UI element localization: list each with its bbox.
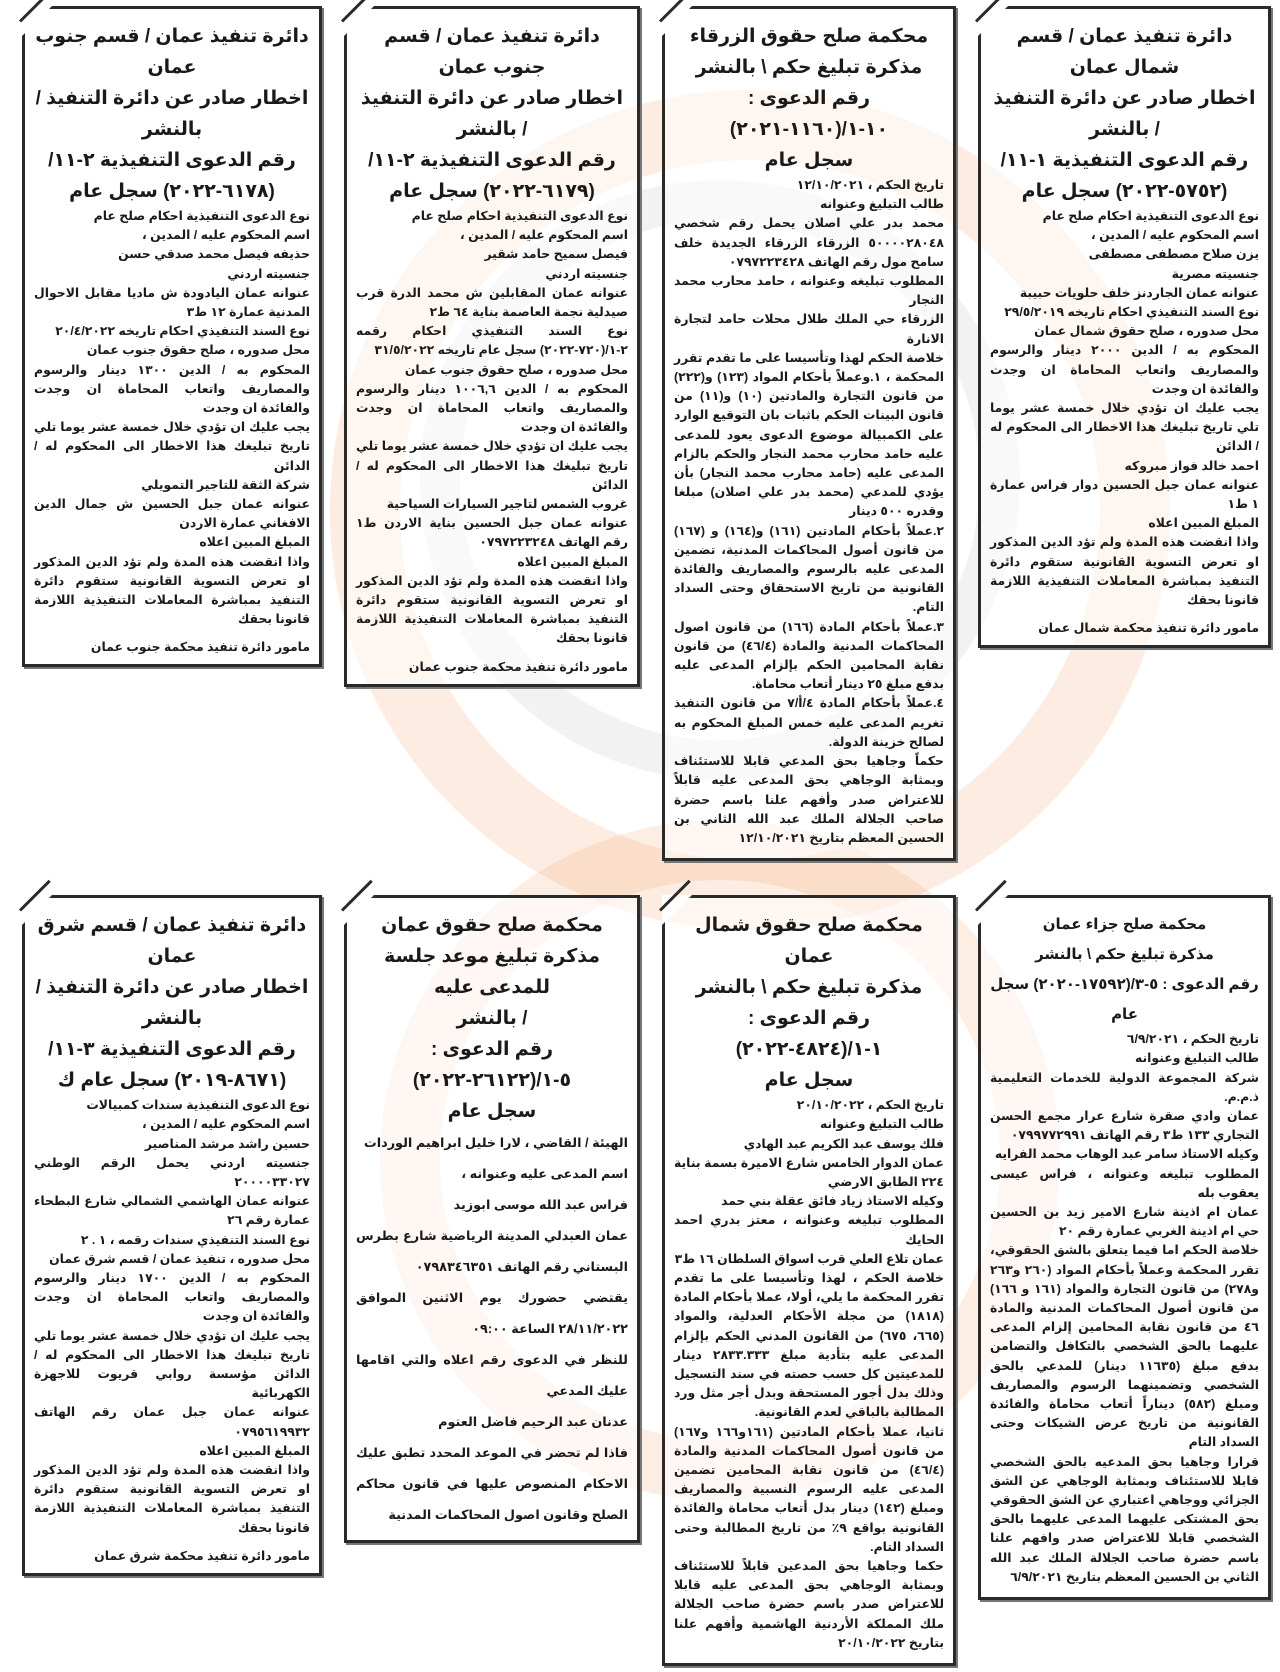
body-paragraph: تاريخ الحكم ، ٦/٩/٢٠٢١ <box>1126 1032 1259 1047</box>
heading-line: رقم الدعوى التنفيذية ٢-١١/ <box>368 150 616 171</box>
body-paragraph: اسم المحكوم عليه / المدين ، <box>460 228 628 243</box>
body-paragraph: المبلغ المبين اعلاه <box>517 554 628 569</box>
body-paragraph: احمد خالد فواز مبروكه <box>1124 458 1259 473</box>
heading-line: اخطار صادر عن دائرة التنفيذ / بالنشر <box>993 88 1256 140</box>
body-paragraph: واذا انقضت هذه المدة ولم تؤد الدين المذكور او تعرض التسوية القانونية ستقوم دائرة التنفيذ بمباشرة المعاملات التنفيذية اللازمة قانونا بحقك <box>34 1462 310 1535</box>
body-paragraph: خلاصة الحكم ، لهذا وتأسيسا على ما تقدم تقرر المحكمة ما يلي، أولا، عملا بأحكام المادة (١٨١٨) من مجلة الأحكام العدلية، والمواد (٦٦٥، ٦٧٥) من القانون المدني الحكم بإلزام المدعى عليه بتأدية مبلغ ٢٨٣٣.٣٣٣ دينار للمدعيتين كل حسب حصته في سند التسجيل وذلك بدل أجور المستحقة وبدل أجر مثل ورد المطالبة بالباقي لعدم القانونية. <box>674 1270 944 1420</box>
body-paragraph: نوع السند التنفيذي سندات رقمه ، ١ . ٢ <box>80 1232 310 1247</box>
body-paragraph: عمان الدوار الخامس شارع الاميرة بسمة بناية ٢٢٤ الطابق الارضي <box>674 1155 944 1189</box>
heading-line: (٦١٧٨-٢٠٢٢) سجل عام <box>69 181 275 202</box>
heading-line: دائرة تنفيذ عمان / قسم شرق عمان <box>37 915 307 968</box>
heading-line: محكمة صلح جزاء عمان <box>1042 916 1207 934</box>
body-paragraph: عمان تلاع العلي قرب اسواق السلطان ١٦ ط٣ <box>674 1251 944 1266</box>
body-paragraph: واذا انقضت هذه المدة ولم تؤد الدين المذكور او تعرض التسوية القانونية ستقوم دائرة التنفيذ بمباشرة المعاملات التنفيذية اللازمة قانونا بحقك <box>990 535 1259 608</box>
body-paragraph: نوع الدعوى التنفيذية احكام صلح عام <box>93 209 310 223</box>
body-paragraph: يقتضي حضورك يوم الاثنين الموافق ٢٨/١١/٢٠٢٢ الساعة ٠٩:٠٠ <box>356 1290 628 1337</box>
body-paragraph: طالب التبليغ وعنوانه <box>820 1117 944 1132</box>
heading-line: دائرة تنفيذ عمان / قسم جنوب عمان <box>35 26 309 78</box>
notice-heading <box>990 910 1259 1030</box>
body-paragraph: واذا انقضت هذه المدة ولم تؤد الدين المذكور او تعرض التسوية القانونية ستقوم دائرة التنفيذ بمباشرة المعاملات التنفيذية اللازمة قانونا بحقك <box>356 573 628 646</box>
body-paragraph: حذيفه فيصل محمد صدقي حسن <box>118 247 310 262</box>
body-paragraph: اسم المحكوم عليه / المدين ، <box>142 1117 310 1132</box>
heading-line: دائرة تنفيذ عمان / قسم جنوب عمان <box>384 26 600 78</box>
notice-body <box>674 176 944 848</box>
notice-body <box>356 207 628 649</box>
heading-line: / بالنشر <box>456 1008 528 1030</box>
body-paragraph: شركة الثقة للتاجير التمويلي <box>141 477 310 492</box>
notice-heading <box>34 21 310 207</box>
notice-zarqa-court-judgment <box>662 6 956 861</box>
body-paragraph: محل صدوره ، تنفيذ عمان / قسم شرق عمان <box>49 1251 310 1266</box>
body-paragraph: حكماً وجاهيا بحق المدعي قابلا للاستئناف وبمثابة الوجاهي بحق المدعى عليه قابلاً للاعتراض صدر وأفهم علنا باسم حضرة صاحب الجلالة الملك عبد الله الثاني بن الحسين المعظم بتاريخ ١٢/١٠/٢٠٢١ <box>674 754 944 845</box>
body-paragraph: عدنان عبد الرحيم فاضل العتوم <box>438 1414 628 1430</box>
body-paragraph: طالب التبليغ وعنوانه <box>1135 1051 1259 1066</box>
notice-heading <box>674 21 944 176</box>
heading-line: رقم الدعوى التنفيذية ٣-١١/ <box>48 1039 296 1061</box>
heading-line: رقم الدعوى التنفيذية ٢-١١/ <box>48 150 296 171</box>
body-paragraph: اسم المحكوم عليه / المدين ، <box>142 228 310 243</box>
body-paragraph: فاذا لم تحضر في الموعد المحدد تطبق عليك الاحكام المنصوص عليها في قانون محاكم الصلح وقانون اصول المحاكمات المدنية <box>356 1445 628 1523</box>
notice-south-amman-execution-6178 <box>22 6 322 667</box>
body-paragraph: نوع الدعوى التنفيذية سندات كمبيالات <box>86 1098 310 1113</box>
body-paragraph: للنظر في الدعوى رقم اعلاه والتي اقامها عليك المدعي <box>356 1352 628 1399</box>
body-paragraph: المحكوم به / الدين ١٣٠٠ دينار والرسوم والمصاريف واتعاب المحاماة ان وجدت والفائدة ان وجدت <box>34 362 310 416</box>
body-paragraph: محل صدوره ، صلح حقوق شمال عمان <box>1034 324 1259 339</box>
body-paragraph: يجب عليك ان تؤدي خلال خمسة عشر يوما تلي تاريخ تبليغك هذا الاخطار الى المحكوم له / الدائن <box>34 420 310 473</box>
heading-line: مذكرة تبليغ حكم \ بالنشر <box>695 57 923 78</box>
body-paragraph: عمان العبدلي المدينة الرياضية شارع بطرس البستاني رقم الهاتف ٠٧٩٨٣٤٦٣٥١ <box>356 1228 628 1275</box>
body-paragraph: عنوانه عمان اليادودة ش ماديا مقابل الاحوال المدنية عمارة ١٢ ط٣ <box>34 285 310 320</box>
body-paragraph: محل صدوره ، صلح حقوق جنوب عمان <box>404 362 628 377</box>
body-paragraph: فيصل سميح حامد شقير <box>484 247 628 262</box>
heading-line: سجل عام <box>447 1101 537 1123</box>
notice-signature: مامور دائرة تنفيذ محكمة شمال عمان <box>1038 621 1259 636</box>
body-paragraph: الهيئة / القاضي ، لارا خليل ابراهيم الوردات <box>363 1135 628 1151</box>
body-paragraph: غروب الشمس لتاجير السيارات السياحية <box>386 497 628 512</box>
notice-signature: مامور دائرة تنفيذ محكمة شرق عمان <box>94 1548 310 1563</box>
notice-amman-criminal-court-judgment <box>978 895 1271 1600</box>
body-paragraph: وكيله الاستاذ سامر عبد الوهاب محمد الفرايه <box>994 1147 1259 1162</box>
notice-amman-court-hearing <box>344 895 640 1543</box>
heading-line: مذكرة تبليغ حكم \ بالنشر <box>1035 946 1214 964</box>
body-paragraph: محل صدوره ، صلح حقوق جنوب عمان <box>86 343 310 358</box>
heading-line: مذكرة تبليغ حكم \ بالنشر <box>695 977 923 999</box>
notice-south-amman-execution-6179 <box>344 6 640 687</box>
body-paragraph: اسم المحكوم عليه / المدين ، <box>1091 228 1259 243</box>
body-paragraph: محمد بدر علي اصلان يحمل رقم شخصي ٥٠٠٠٠٢٨٠٤٨ الزرقاء الزرقاء الجديدة خلف سامح مول رقم الهاتف ٠٧٩٧٢٢٣٤٢٨ <box>674 216 944 269</box>
body-paragraph: ٤.عملاً بأحكام المادة ٤/أ/٧ من قانون التنفيذ تغريم المدعى عليه خمس المبلغ المحكوم به لصالح خزينة الدولة. <box>674 696 944 749</box>
body-paragraph: عمان ام اذينة شارع الامير زيد بن الحسين حي ام اذينة الغربي عمارة رقم ٢٠ <box>990 1204 1259 1239</box>
body-paragraph: جنسيته اردني <box>545 266 628 281</box>
heading-line: اخطار صادر عن دائرة التنفيذ / بالنشر <box>360 88 624 140</box>
heading-line: مذكرة تبليغ موعد جلسة للمدعى عليه <box>384 946 600 999</box>
body-paragraph: عنوانه عمان الجاردنز خلف حلويات حبيبة <box>1019 285 1259 300</box>
body-paragraph: نوع السند التنفيذي احكام تاريخه ٢٠/٤/٢٠٢٢ <box>55 324 310 339</box>
body-paragraph: عنوانه عمان جبل الحسين ش جمال الدين الافغاني عمارة الاردن <box>34 497 310 531</box>
heading-line: سجل عام <box>764 1070 854 1092</box>
body-paragraph: نوع الدعوى التنفيذية احكام صلح عام <box>411 209 628 223</box>
notice-north-amman-court-judgment <box>662 895 956 1666</box>
notice-heading <box>674 910 944 1096</box>
body-paragraph: حكما وجاهيا بحق المدعين قابلاً للاستئناف وبمثابة الوجاهي بحق المدعى عليه قابلا للاعتراض صدر باسم حضرة صاحب الجلالة ملك المملكة الأردنية الهاشمية وأفهم علنا بتاريخ ٢٠/١٠/٢٠٢٢ <box>674 1558 944 1650</box>
body-paragraph: جنسيته اردني <box>227 266 310 281</box>
body-paragraph: حسين راشد مرشد المناصير <box>144 1136 310 1151</box>
heading-line: رقم الدعوى : ١-١/(٤٨٢٤-٢٠٢٢) <box>735 1008 883 1061</box>
body-paragraph: الزرقاء حي الملك طلال محلات حامد لتجارة الانارة <box>674 312 944 346</box>
body-paragraph: فلك يوسف عبد الكريم عبد الهادي <box>743 1136 944 1151</box>
body-paragraph: وكيله الاستاذ زياد فائق عقلة بني حمد <box>721 1194 944 1209</box>
body-paragraph: المحكوم به / الدين ٢٠٠٠ دينار والرسوم والمصاريف واتعاب المحاماة ان وجدت والفائدة ان وجدت <box>990 343 1259 396</box>
notice-body <box>34 1096 310 1538</box>
heading-line: رقم الدعوى التنفيذية ١-١١/ <box>1000 150 1249 171</box>
heading-line: محكمة صلح حقوق عمان <box>381 915 603 937</box>
notice-heading <box>990 21 1259 207</box>
body-paragraph: نوع السند التنفيذي احكام تاريخه ٢٩/٥/٢٠١٩ <box>1004 305 1259 320</box>
body-paragraph: عنوانه عمان جبل الحسين بناية الاردن ط١ رقم الهاتف ٠٧٩٧٢٢٣٢٤٨ <box>356 516 628 550</box>
body-paragraph: ثانيا، عملا بأحكام المادتين (١٦١و١٦٦ و١٦٧) من قانون أصول المحاكمات المدنية والمادة (٤٦/٤) من قانون نقابة المحامين تضمين المدعى عليه الرسوم النسبية والمصاريف ومبلغ (١٤٢) دينار بدل أتعاب محاماة والفائدة القانونية بواقع ٩٪ من تاريخ المطالبة وحتى السداد التام. <box>674 1424 944 1554</box>
notice-body <box>674 1096 944 1653</box>
heading-line: رقم الدعوى : ٥-١/(٢٦١٢٢-٢٠٢٢) <box>412 1039 572 1092</box>
body-paragraph: عنوانه عمان جبل الحسين دوار فراس عمارة ١ ط١ <box>990 477 1259 512</box>
body-paragraph: عمان وادي صقرة شارع عرار مجمع الحسن التجاري ١٣٣ ط٣ رقم الهاتف ٠٧٩٩٧٧٢٩٩١ <box>990 1108 1259 1143</box>
body-paragraph: تاريخ الحكم ، ١٢/١٠/٢٠٢١ <box>796 178 944 192</box>
body-paragraph: خلاصة الحكم لهذا وتأسيسا على ما تقدم تقرر المحكمة ، ١.وعملاً بأحكام المواد (١٢٣) و(٢٢٢) من قانون التجارة والمادتين (١٠) و(١١) من قانون البينات الحكم باثبات بان التوقيع الوارد على الكمبيالة موضوع الدعوى يعود للمدعى عليه حامد محارب محمد النجار والحكم بالزام المدعى عليه (حامد محارب محمد النجار) بأن يؤدي للمدعي (محمد بدر علي اصلان) مبلغا وقدره ٥٠٠ دينار <box>674 350 945 519</box>
heading-line: (٦١٧٩-٢٠٢٢) سجل عام <box>389 181 595 202</box>
body-paragraph: ٣.عملاً بأحكام المادة (١٦٦) من قانون اصول المحاكمات المدنية والمادة (٤٦/٤) من قانون نقابة المحامين الحكم بإلزام المدعى عليه بدفع مبلغ ٢٥ دينار أتعاب محاماة. <box>674 619 944 692</box>
body-paragraph: المبلغ المبين اعلاه <box>199 1443 310 1458</box>
body-paragraph: عنوانه عمان الهاشمي الشمالي شارع البطحاء عمارة رقم ٢٦ <box>34 1194 310 1228</box>
heading-line: (٥٧٥٢-٢٠٢٢) سجل عام <box>1021 181 1228 202</box>
body-paragraph: عنوانه عمان المقابلين ش محمد الدرة قرب صيدلية نجمة العاصمة بناية ٦٤ ط٢ <box>356 285 628 320</box>
notice-body <box>34 207 310 629</box>
heading-line: اخطار صادر عن دائرة التنفيذ / بالنشر <box>35 977 309 1030</box>
notice-heading <box>356 21 628 207</box>
heading-line: سجل عام <box>764 150 854 171</box>
notice-body <box>990 207 1259 610</box>
heading-line: (٨٦٧١-٢٠١٩) سجل عام ك <box>57 1070 287 1092</box>
body-paragraph: ٢.عملاً بأحكام المادتين (١٦١) و(١٦٤) و (١٦٧) من قانون أصول المحاكمات المدنية، تضمين المدعى عليه بالرسوم والمصاريف والفائدة القانونية من تاريخ الاستحقاق وحتى السداد التام. <box>674 523 944 615</box>
body-paragraph: نوع السند التنفيذي احكام رقمه ٢-١/(٧٢٠-٢٠٢٢) سجل عام تاريخه ٣١/٥/٢٠٢٢ <box>356 324 628 358</box>
body-paragraph: جنسيته اردني يحمل الرقم الوطني ٢٠٠٠٠٣٣٠٢٧ <box>34 1155 310 1189</box>
body-paragraph: يجب عليك ان تؤدي خلال خمسة عشر يوما تلي تاريخ تبليغك هذا الاخطار الى المحكوم له / الدائن مؤسسة روابي قريوت للاجهزة الكهربائية <box>34 1328 310 1401</box>
body-paragraph: شركة المجموعة الدولية للخدمات التعليمية ذ.م.م. <box>990 1070 1259 1104</box>
notice-signature: مامور دائرة تنفيذ محكمة جنوب عمان <box>90 640 310 655</box>
heading-line: محكمة صلح حقوق شمال عمان <box>695 915 923 968</box>
body-paragraph: جنسيته مصرية <box>1171 266 1259 281</box>
notice-signature: مامور دائرة تنفيذ محكمة جنوب عمان <box>408 659 628 674</box>
body-paragraph: المبلغ المبين اعلاه <box>199 535 310 550</box>
body-paragraph: فراس عبد الله موسى ابوزيد <box>453 1197 628 1213</box>
notice-east-amman-execution <box>22 895 322 1576</box>
body-paragraph: نوع الدعوى التنفيذية احكام صلح عام <box>1042 209 1259 223</box>
body-paragraph: المحكوم به / الدين ١٠٠٦,٦ دينار والرسوم والمصاريف واتعاب المحاماة ان وجدت والفائدة ان وجدت <box>356 381 628 435</box>
body-paragraph: يجب عليك ان تؤدي خلال خمسة عشر يوما تلي تاريخ تبليغك هذا الاخطار الى المحكوم له / الدائن <box>356 439 628 492</box>
heading-line: محكمة صلح حقوق الزرقاء <box>689 26 929 47</box>
body-paragraph: المحكوم به / الدين ١٧٠٠ دينار والرسوم والمصاريف واتعاب المحاماة ان وجدت والفائدة ان وجدت <box>34 1270 310 1324</box>
notice-body <box>356 1127 628 1530</box>
body-paragraph: المطلوب تبليغه وعنوانه ، فراس عيسى يعقوب بله <box>990 1166 1259 1200</box>
body-paragraph: عنوانه عمان جبل عمان رقم الهاتف ٠٧٩٥٦١٩٩٣٢ <box>34 1405 310 1439</box>
body-paragraph: يزن صلاح مصطفى مصطفى <box>1088 247 1259 262</box>
body-paragraph: تاريخ الحكم ، ٢٠/١٠/٢٠٢٢ <box>796 1098 944 1113</box>
heading-line: رقم الدعوى : ١٠-١/(١١٦٠-٢٠٢١) <box>729 88 889 140</box>
body-paragraph: طالب التبليغ وعنوانه <box>820 197 944 212</box>
notice-heading <box>34 910 310 1096</box>
notice-body <box>990 1030 1259 1587</box>
body-paragraph: قرارا وجاهيا بحق المدعيه بالحق الشخصي قابلا للاستئناف وبمثابة الوجاهي عن الشق الجزائي ووجاهي اعتباري عن الشق الحقوقي بحق المشتكى عليهما المدعى عليهما بالحق الشخصي قابلا للاعتراض صدر وافهم علنا باسم حضرة صاحب الجلالة الملك عبد الله الثاني بن الحسين المعظم بتاريخ ٦/٩/٢٠٢١ <box>990 1454 1259 1584</box>
body-paragraph: اسم المدعى عليه وعنوانه ، <box>461 1166 628 1182</box>
body-paragraph: يجب عليك ان تؤدي خلال خمسة عشر يوما تلي تاريخ تبليغك هذا الاخطار الى المحكوم له / الدائن <box>990 401 1259 454</box>
notice-heading <box>356 910 628 1127</box>
heading-line: دائرة تنفيذ عمان / قسم شمال عمان <box>1016 26 1233 78</box>
body-paragraph: المطلوب تبليغه وعنوانه ، معتز بدري احمد الحايك <box>674 1213 944 1247</box>
body-paragraph: المطلوب تبليغه وعنوانه ، حامد محارب محمد النجار <box>674 274 944 308</box>
notice-north-amman-execution <box>978 6 1271 648</box>
body-paragraph: المبلغ المبين اعلاه <box>1148 516 1259 531</box>
heading-line: اخطار صادر عن دائرة التنفيذ / بالنشر <box>35 88 309 140</box>
body-paragraph: واذا انقضت هذه المدة ولم تؤد الدين المذكور او تعرض التسوية القانونية ستقوم دائرة التنفيذ بمباشرة المعاملات التنفيذية اللازمة قانونا بحقك <box>34 554 310 627</box>
heading-line: رقم الدعوى : ٥-٣/(١٧٥٩٢-٢٠٢٠) سجل عام <box>990 976 1259 1024</box>
body-paragraph: خلاصة الحكم اما فيما يتعلق بالشق الحقوقي، تقرر المحكمة وعملاً بأحكام المواد (٢٦٠ و٢٦٣ و٢٧٨) من قانون التجارة والمواد (١٦١ و ١٦٦) من قانون أصول المحاكمات المدنية والمادة ٤٦ من قانون نقابة المحامين إلزام المدعى عليهما بالحق الشخصي بالتكافل والتضامن بدفع مبلغ (١١٦٣٥ دينار) للمدعي بالحق الشخصي وتضمينهما الرسوم والمصاريف ومبلغ (٥٨٢) ديناراً أتعاب محاماة والفائدة القانونية من تاريخ عرض الشيكات وحتى السداد التام <box>990 1243 1259 1450</box>
